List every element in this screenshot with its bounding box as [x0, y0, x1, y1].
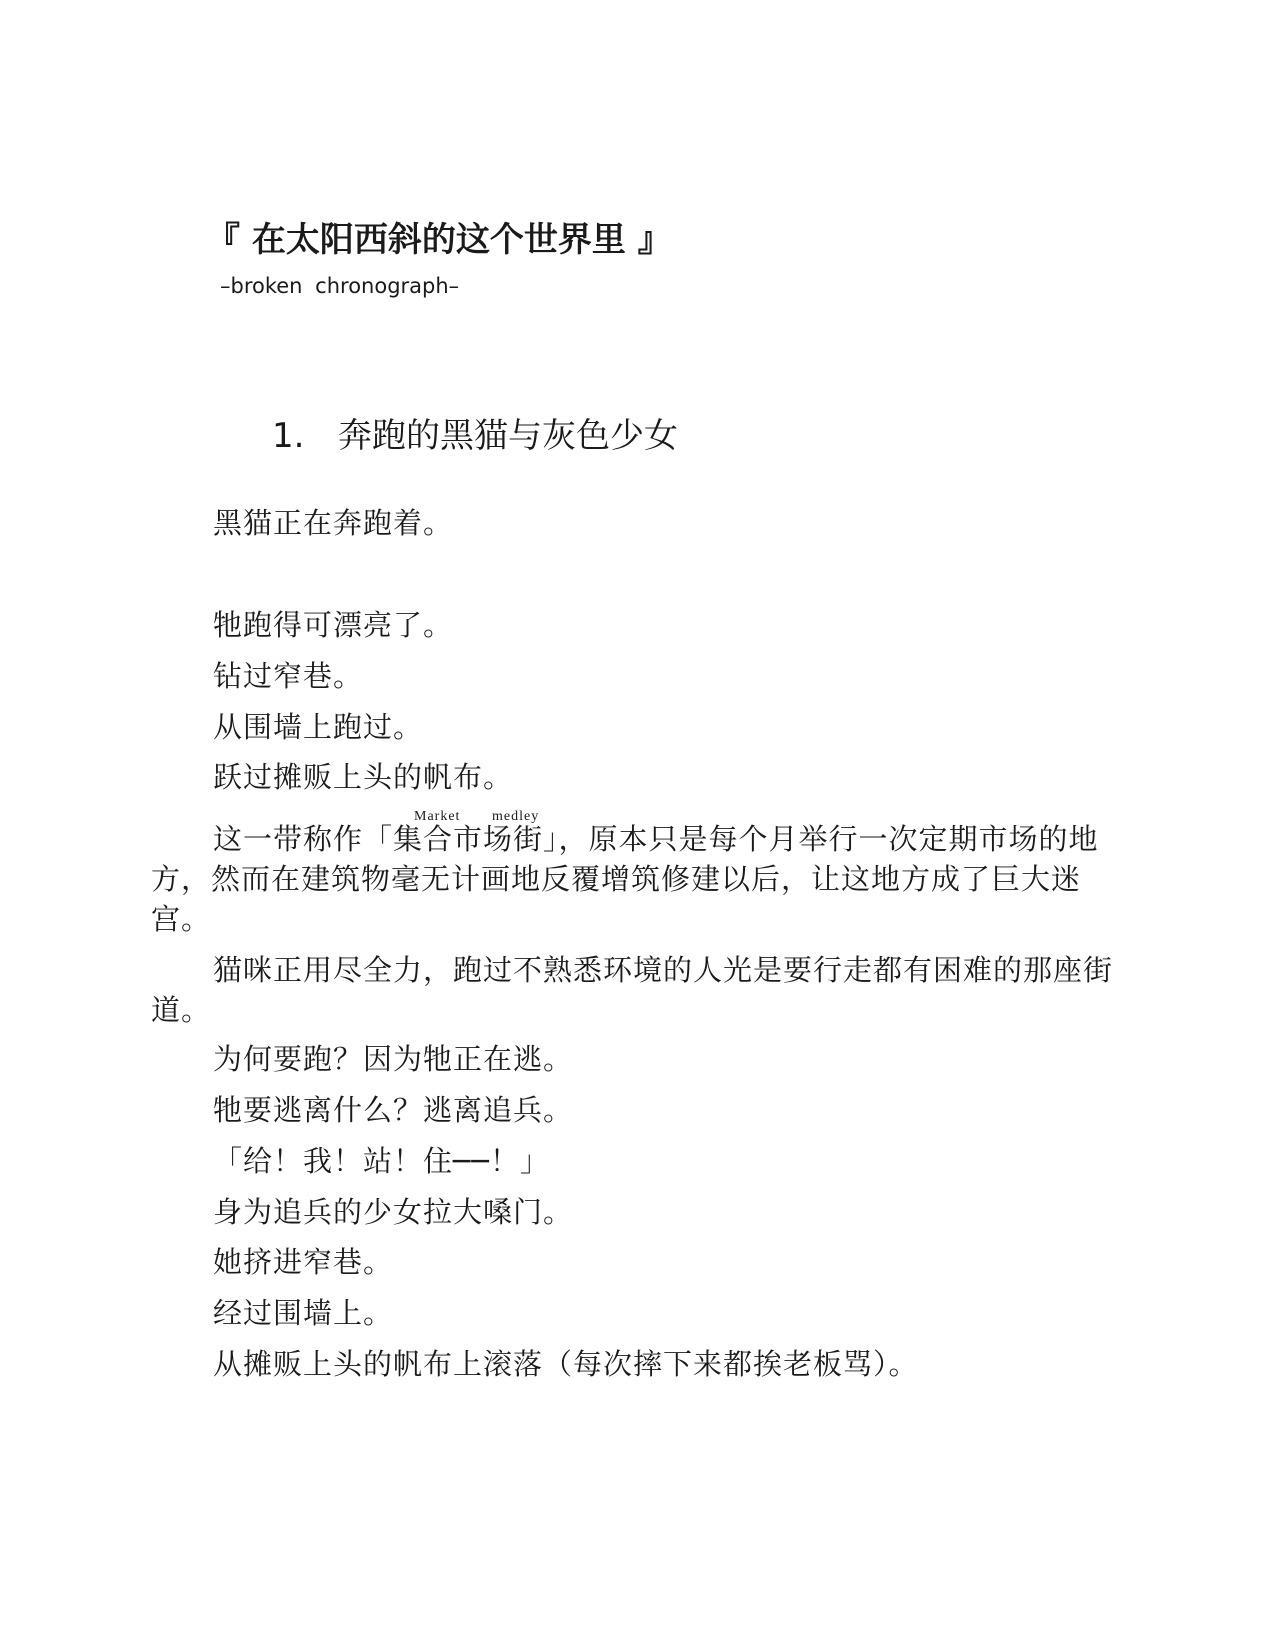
text-line: 牠要逃离什么？逃离追兵。 [213, 1093, 574, 1127]
book-subtitle: –broken chronograph– [220, 274, 460, 298]
text-line: 从摊贩上头的帆布上滚落（每次摔下来都挨老板骂）。 [213, 1347, 919, 1381]
text-line: 黑猫正在奔跑着。 [213, 506, 454, 540]
chapter-heading [272, 413, 678, 459]
text-line: 牠跑得可漂亮了。 [213, 608, 454, 642]
text-line: 为何要跑？因为牠正在逃。 [213, 1042, 574, 1076]
ruby-annotation-market: Market [414, 809, 461, 824]
chapter-title: 奔跑的黑猫与灰色少女 [338, 416, 678, 456]
chapter-number: 1. [272, 416, 305, 456]
text-line: 身为追兵的少女拉大嗓门。 [213, 1195, 574, 1229]
text-line: 经过围墙上。 [213, 1296, 394, 1330]
text-line: 从围墙上跑过。 [213, 710, 424, 744]
text-paragraph: 猫咪正用尽全力，跑过不熟悉环境的人光是要行走都有困难的那座街道。 [151, 953, 1114, 1027]
text-line: 跃过摊贩上头的帆布。 [213, 760, 514, 794]
text-line: 钻过窄巷。 [213, 659, 364, 693]
book-title: 『 在太阳西斜的这个世界里 』 [206, 220, 672, 260]
dialogue-line: 「给！我！站！住──！」 [213, 1144, 550, 1178]
ruby-annotation-medley: medley [492, 809, 540, 824]
text-line: 她挤进窄巷。 [213, 1245, 394, 1279]
text-paragraph: 这一带称作「集合市场街」，原本只是每个月举行一次定期市场的地方，然而在建筑物毫无计画地反覆增筑修建以后，让这地方成了巨大迷宫。 [151, 822, 1099, 936]
